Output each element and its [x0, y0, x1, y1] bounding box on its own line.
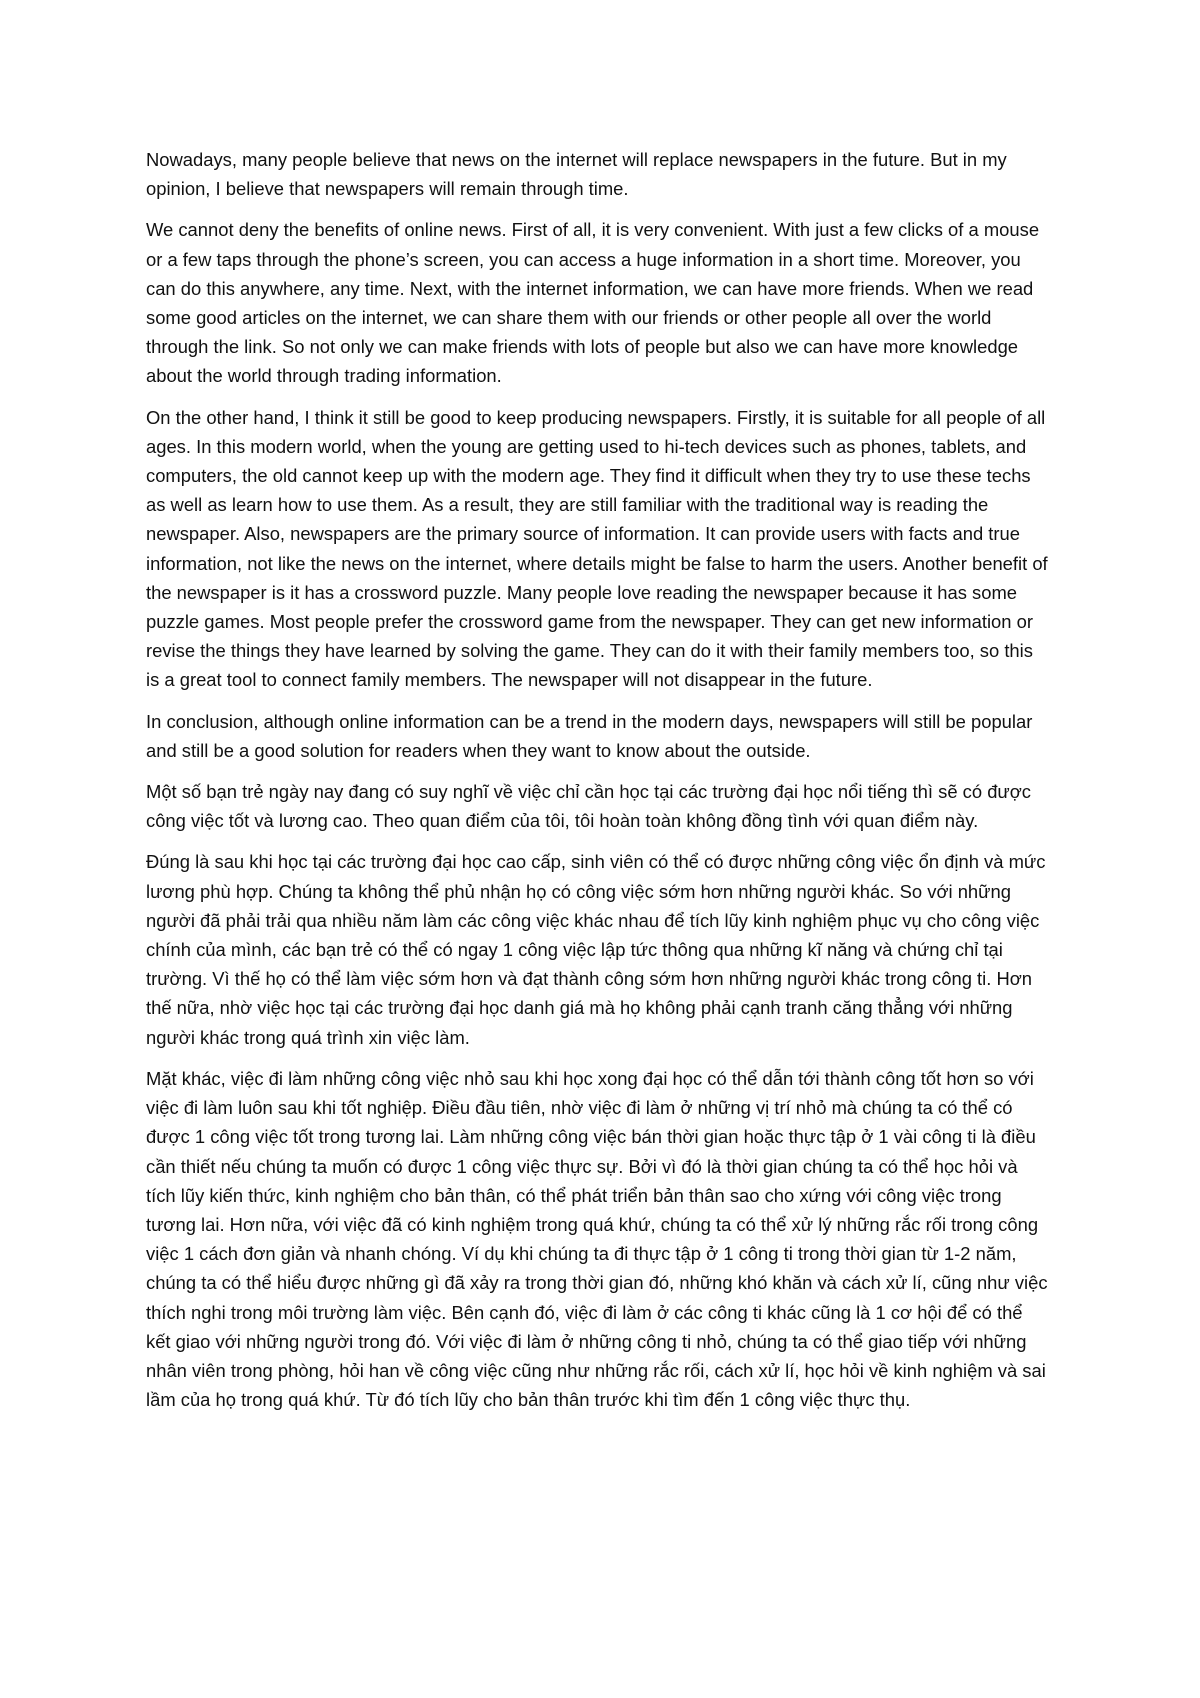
paragraph-online-news-benefits: We cannot deny the benefits of online news. First of all, it is very convenient. With just a few clicks of a mouse or a few taps through the phone’s screen, you can access a huge information in a short time. Moreover, you can do this anywhere, any time. Next, with the internet information, we can have more friends. When we read some good articles on the internet, we can share them with our friends or other people all over the world through the link. So not only we can make friends with lots of people but also we can have more knowledge about the world through trading information. [146, 219, 1040, 387]
paragraph-vi-small-jobs: Mặt khác, việc đi làm những công việc nhỏ sau khi học xong đại học có thể dẫn tới thành công tốt hơn so với việc đi làm luôn sau khi tốt nghiệp. Điều đầu tiên, nhờ việc đi làm ở những vị trí nhỏ mà chúng ta có thể có được 1 công việc tốt trong tương lai. Làm những công việc bán thời gian hoặc thực tập ở 1 vài công ti là điều cần thiết nếu chúng ta muốn có được 1 công việc thực sự. Bởi vì đó là thời gian chúng ta có thể học hỏi và tích lũy kiến thức, kinh nghiệm cho bản thân, có thể phát triển bản thân sao cho xứng với công việc trong tương lai. Hơn nữa, với việc đã có kinh nghiệm trong quá khứ, chúng ta có thể xử lý những rắc rối trong công việc 1 cách đơn giản và nhanh chóng. Ví dụ khi chúng ta đi thực tập ở 1 công ti trong thời gian từ 1-2 năm, chúng ta có thể hiểu được những gì đã xảy ra trong thời gian đó, những khó khăn và cách xử lí, cũng như việc thích nghi trong môi trường làm việc. Bên cạnh đó, việc đi làm ở các công ti khác cũng là 1 cơ hội để có thể kết giao với những người trong đó. Với việc đi làm ở những công ti nhỏ, chúng ta có thể giao tiếp với những nhân viên trong phòng, hỏi han về công việc cũng như những rắc rối, cách xử lí, học hỏi về kinh nghiệm và sai lầm của họ trong quá khứ. Từ đó tích lũy cho bản thân trước khi tìm đến 1 công việc thực thụ. [146, 1067, 1048, 1411]
paragraph-vi-intro: Một số bạn trẻ ngày nay đang có suy nghĩ về việc chỉ cần học tại các trường đại học nổi tiếng thì sẽ có được công việc tốt và lương cao. Theo quan điểm của tôi, tôi hoàn toàn không đồng tình với quan điểm này. [146, 781, 1031, 832]
paragraph-conclusion: In conclusion, although online information can be a trend in the modern days, newspapers will still be popular and still be a good solution for readers when they want to know about the outside. [146, 710, 1033, 761]
paragraph-vi-university-jobs: Đúng là sau khi học tại các trường đại học cao cấp, sinh viên có thể có được những công việc ổn định và mức lương phù hợp. Chúng ta không thể phủ nhận họ có công việc sớm hơn những người khác. So với những người đã phải trải qua nhiều năm làm các công việc khác nhau để tích lũy kinh nghiệm phục vụ cho công việc chính của mình, các bạn trẻ có thể có ngay 1 công việc lập tức thông qua những kĩ năng và chứng chỉ tại trường. Vì thế họ có thể làm việc sớm hơn và đạt thành công sớm hơn những người khác trong công ti. Hơn thế nữa, nhờ việc học tại các trường đại học danh giá mà họ không phải cạnh tranh căng thẳng với những người khác trong quá trình xin việc làm. [146, 851, 1046, 1048]
paragraph-newspaper-benefits: On the other hand, I think it still be good to keep producing newspapers. Firstly, it is suitable for all people of all ages. In this modern world, when the young are getting used to hi-tech devices such as phones, tablets, and computers, the old cannot keep up with the modern age. They find it difficult when they try to use these techs as well as learn how to use them. As a result, they are still familiar with the traditional way is reading the newspaper. Also, newspapers are the primary source of information. It can provide users with facts and true information, not like the news on the internet, where details might be false to harm the users. Another benefit of the newspaper is it has a crossword puzzle. Many people love reading the newspaper because it has some puzzle games. Most people prefer the crossword game from the newspaper. They can get new information or revise the things they have learned by solving the game. They can do it with their family members too, so this is a great tool to connect family members. The newspaper will not disappear in the future. [146, 406, 1048, 691]
document-body [146, 145, 1051, 1426]
paragraph-intro: Nowadays, many people believe that news on the internet will replace newspapers in the future. But in my opinion, I believe that newspapers will remain through time. [146, 149, 1007, 200]
